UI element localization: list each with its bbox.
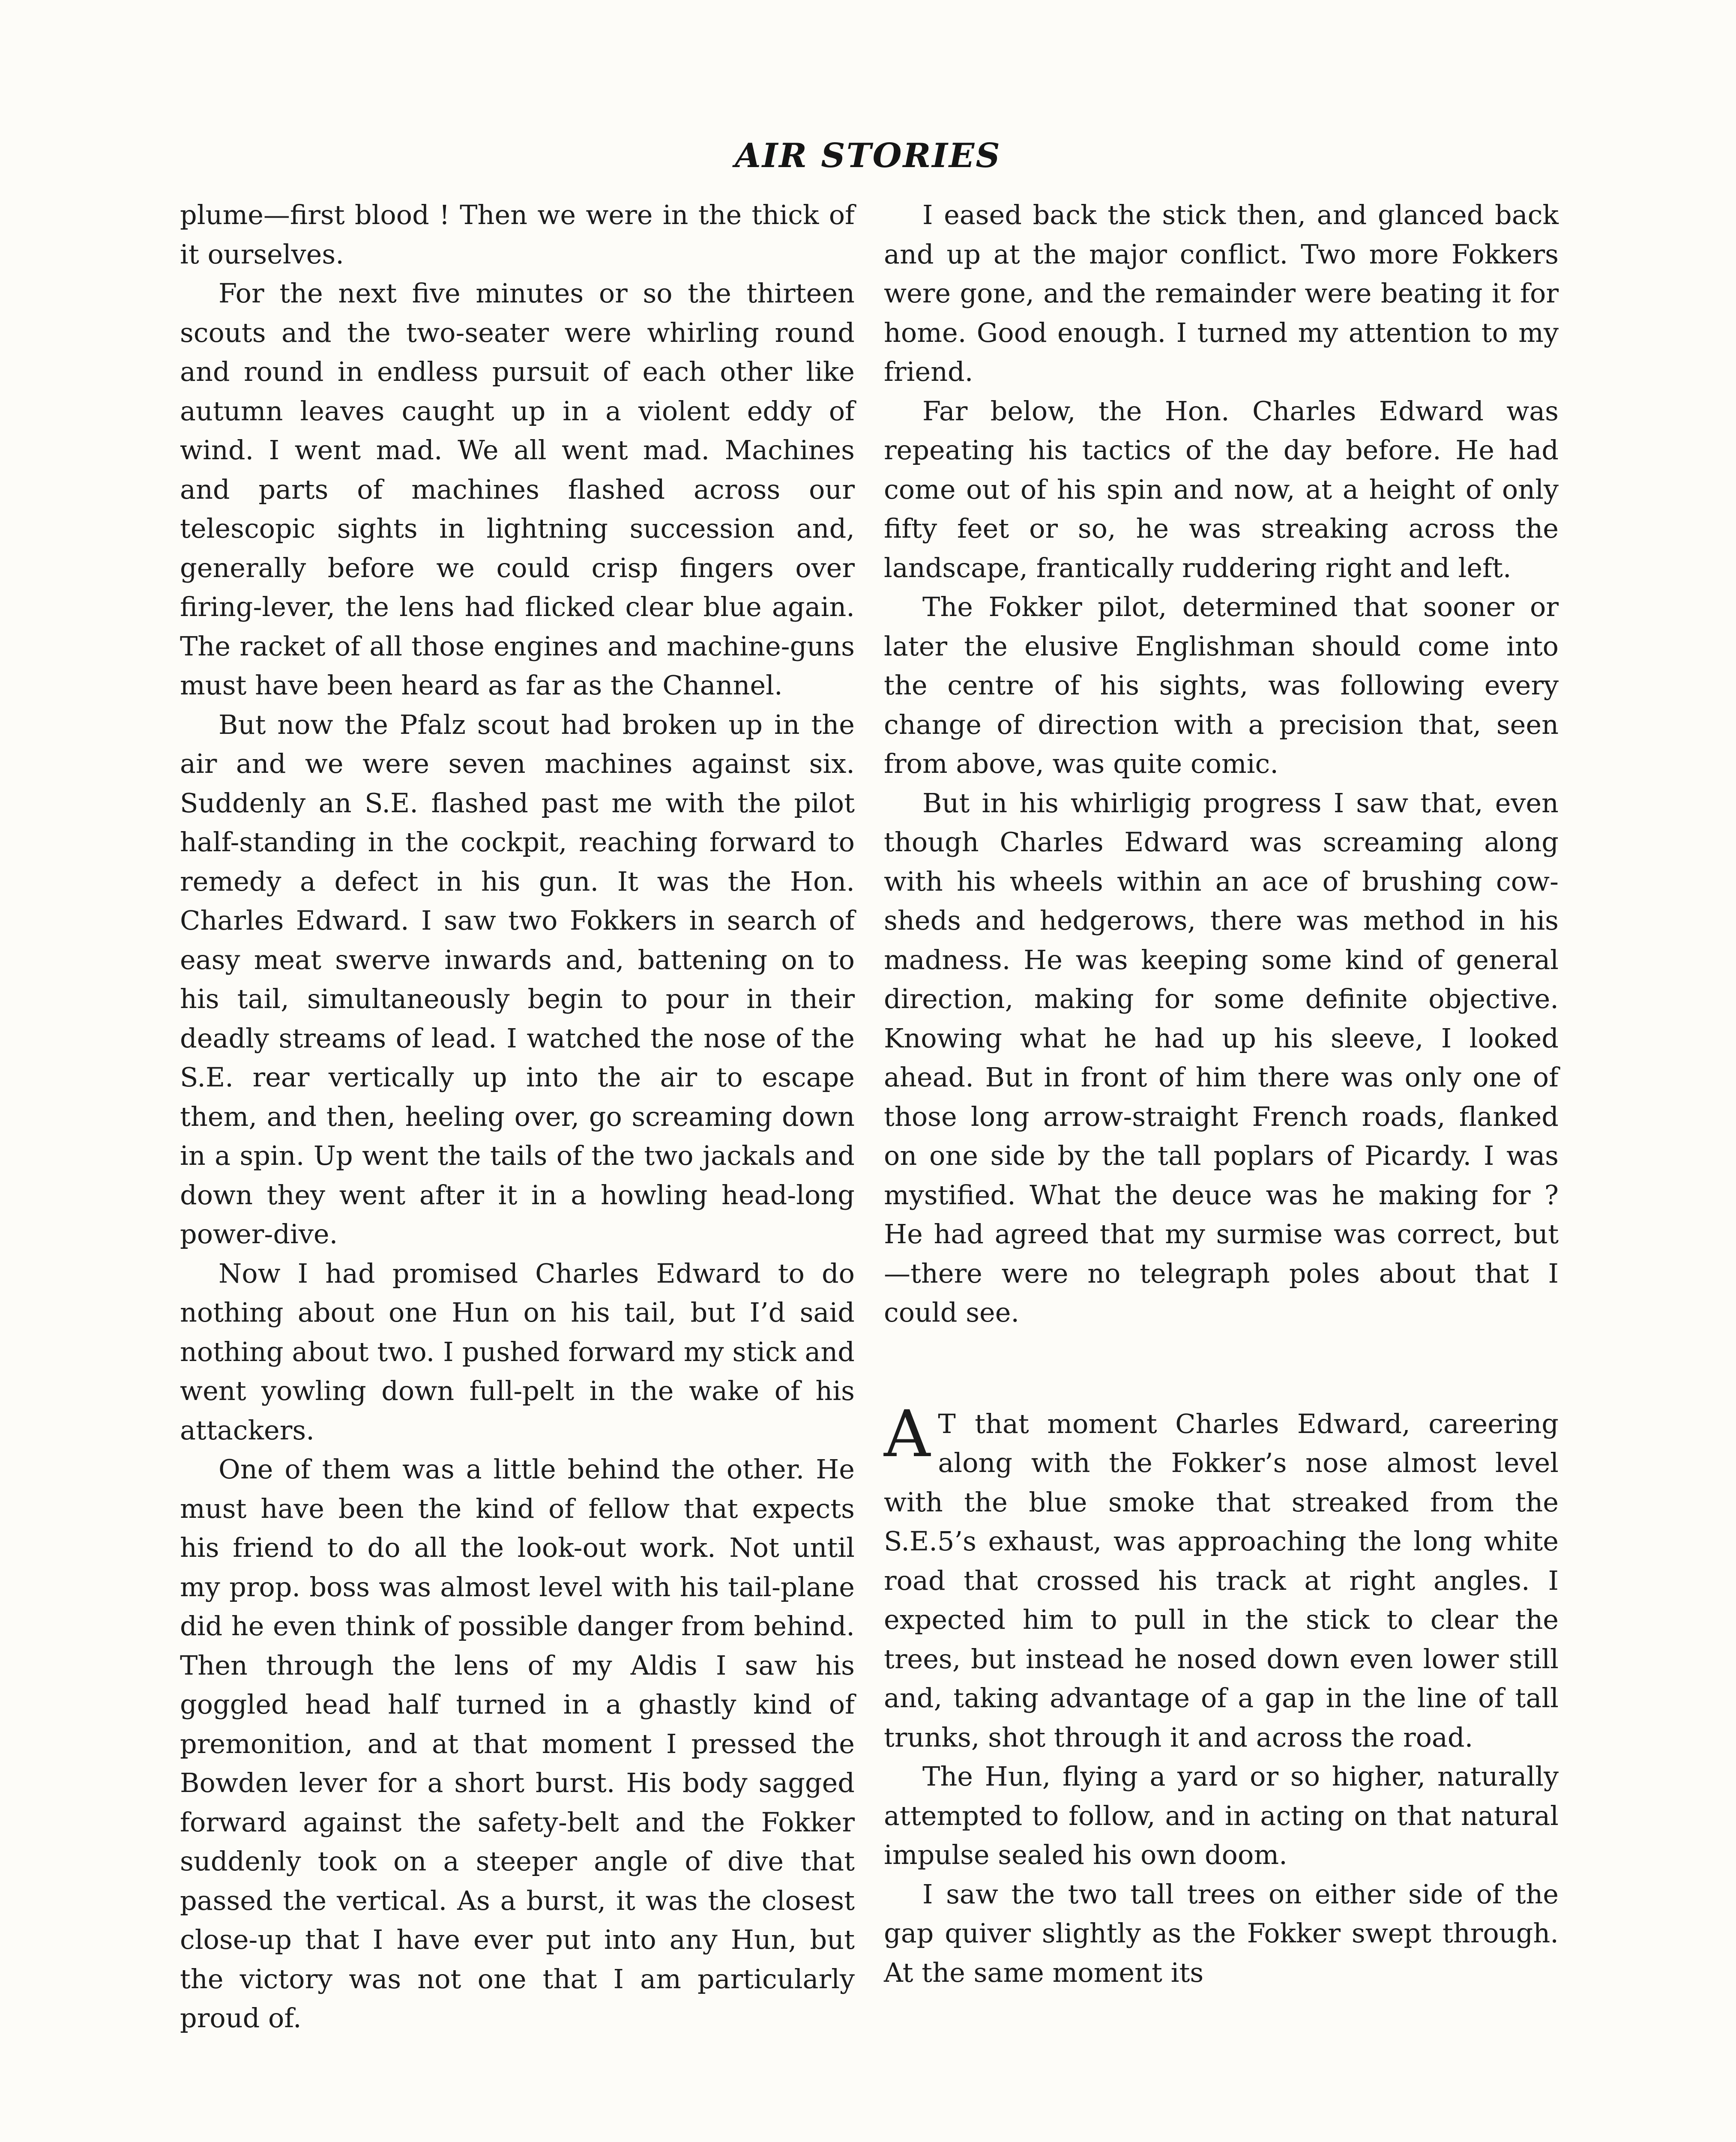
section-opening-paragraph: [884, 1397, 1559, 1757]
paragraph: But in his whirligig progress I saw that, even though Charles Edward was screaming along with his wheels within an ace of brushing cow-sheds and hedgerows, there was method in his madness. He was keeping some kind of general direction, making for some definite objective. Knowing what he had up his sleeve, I looked ahead. But in front of him there was only one of those long arrow-straight French roads, flanked on one side by the tall poplars of Picardy. I was mystified. What the deuce was he making for ? He had agreed that my surmise was correct, but—there were no telegraph poles about that I could see.: [884, 787, 1559, 1328]
paragraph: For the next five minutes or so the thirteen scouts and the two-seater were whirling round and round in endless pursuit of each other like autumn leaves caught up in a violent eddy of wind. I went mad. We all went mad. Machines and parts of machines flashed across our telescopic sights in lightning succession and, generally before we could crisp fingers over firing-lever, the lens had flicked clear blue again. The racket of all those engines and machine-guns must have been heard as far as the Channel.: [180, 278, 855, 701]
paragraph: I saw the two tall trees on either side of the gap quiver slightly as the Fokker swept through. At the same moment its: [884, 1878, 1559, 1988]
paragraph: The Fokker pilot, determined that sooner or later the elusive Englishman should come into the centre of his sights, was following every change of direction with a precision that, seen from above, was quite comic.: [884, 591, 1559, 779]
paragraph: I eased back the stick then, and glanced back and up at the major conflict. Two more Fokkers were gone, and the remainder were beating it for home. Good enough. I turned my attention to my friend.: [884, 199, 1559, 387]
paragraph-text: that moment Charles Edward, careering along with the Fokker’s nose almost level with the blue smoke that streaked from the S.E.5’s exhaust, was approaching the long white road that crossed his track at right angles. I expected him to pull in the stick to clear the trees, but instead he nosed down even lower still and, taking advantage of a gap in the line of tall trunks, shot through it and across the road.: [884, 1408, 1559, 1753]
small-caps-lead: T: [938, 1408, 957, 1439]
drop-cap: A: [884, 1397, 931, 1472]
paragraph: plume—first blood ! Then we were in the thick of it ourselves.: [180, 199, 855, 270]
paragraph: Now I had promised Charles Edward to do nothing about one Hun on his tail, but I’d said nothing about two. I pushed forward my stick and went yowling down full-pelt in the wake of his attackers.: [180, 1257, 855, 1446]
left-column: [180, 195, 855, 2038]
running-header: AIR STORIES: [735, 136, 1001, 175]
paragraph: But now the Pfalz scout had broken up in the air and we were seven machines against six. Suddenly an S.E. flashed past me with the pilot half-standing in the cockpit, reaching forward to remedy a defect in his gun. It was the Hon. Charles Edward. I saw two Fokkers in search of easy meat swerve inwards and, battening on to his tail, simultaneously begin to pour in their deadly streams of lead. I watched the nose of the S.E. rear vertically up into the air to escape them, and then, heeling over, go screaming down in a spin. Up went the tails of the two jackals and down they went after it in a howling head-long power-dive.: [180, 709, 855, 1250]
section-break: [884, 1332, 1559, 1404]
paragraph: One of them was a little behind the other. He must have been the kind of fellow that expects his friend to do all the look-out work. Not until my prop. boss was almost level with his tail-plane did he even think of possible danger from behind. Then through the lens of my Aldis I saw his goggled head half turned in a ghastly kind of premonition, and at that moment I pressed the Bowden lever for a short burst. His body sagged forward against the safety-belt and the Fokker suddenly took on a steeper angle of dive that passed the vertical. As a burst, it was the closest close-up that I have ever put into any Hun, but the victory was not one that I am particularly proud of.: [180, 1454, 855, 2034]
paragraph: The Hun, flying a yard or so higher, naturally attempted to follow, and in acting on that natural impulse sealed his own doom.: [884, 1761, 1559, 1870]
right-column: [884, 195, 1559, 1992]
paragraph: Far below, the Hon. Charles Edward was repeating his tactics of the day before. He had come out of his spin and now, at a height of only fifty feet or so, he was streaking across the landscape, frantically ruddering right and left.: [884, 395, 1559, 583]
